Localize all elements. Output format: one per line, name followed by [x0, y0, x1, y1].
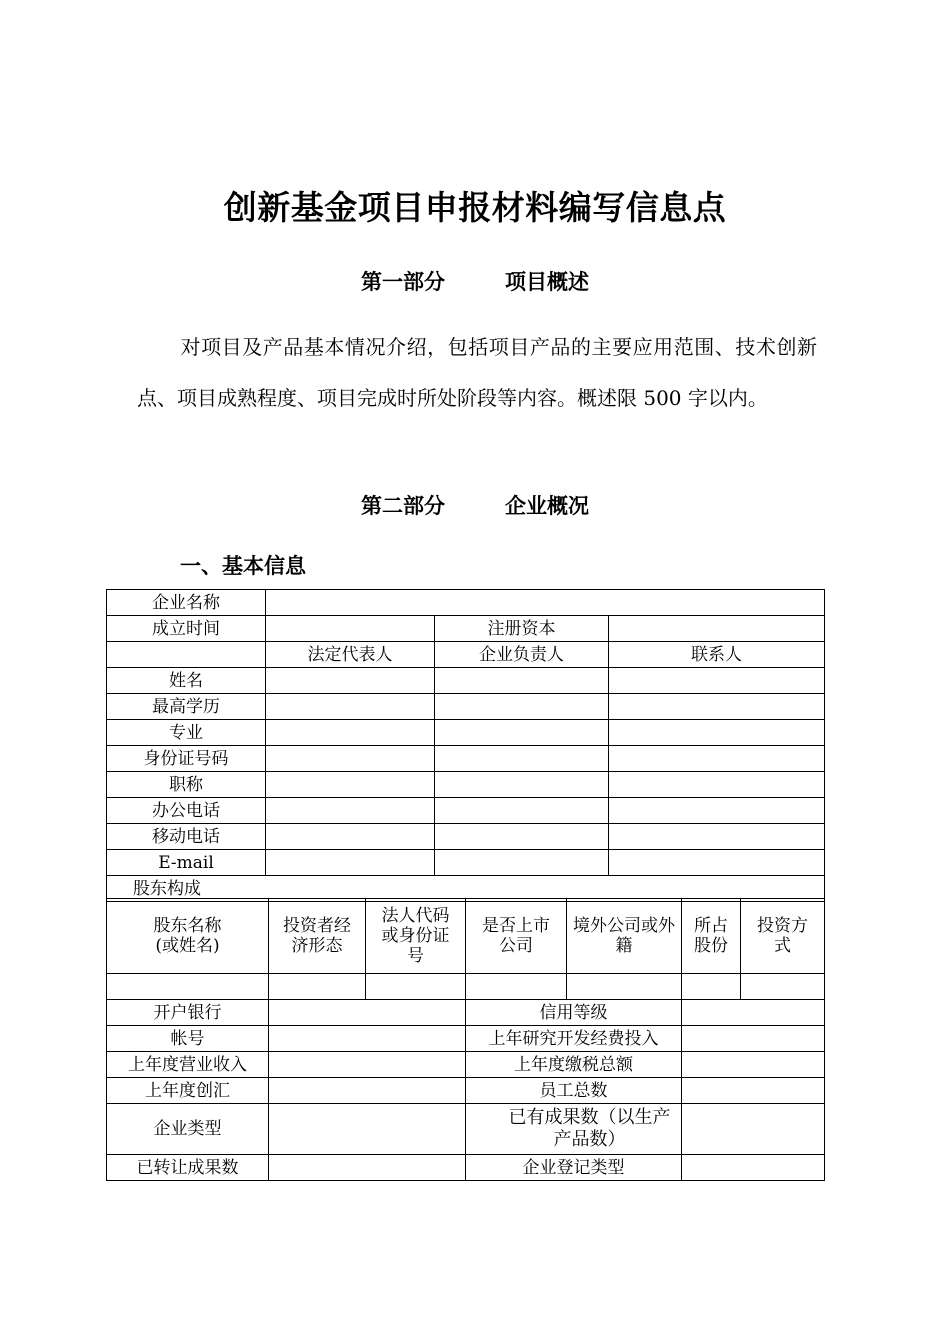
achievements-label: 已有成果数（以生产产品数）	[466, 1104, 682, 1155]
cell-input[interactable]	[682, 1000, 825, 1026]
founded-label: 成立时间	[107, 616, 266, 642]
cell-input[interactable]	[682, 1026, 825, 1052]
part2-label: 第二部分	[361, 493, 445, 518]
cell-input[interactable]	[269, 1078, 466, 1104]
cell-input[interactable]	[741, 974, 825, 1000]
cell-input[interactable]	[269, 974, 366, 1000]
table-row	[107, 798, 825, 824]
row-label-education: 最高学历	[107, 694, 266, 720]
part1-heading	[0, 266, 950, 296]
cell-input[interactable]	[266, 824, 435, 850]
table-row	[107, 1000, 825, 1026]
share-percent-header: 所占股份	[682, 899, 741, 974]
part2-heading	[0, 490, 950, 520]
overview-text: 对项目及产品基本情况介绍，包括项目产品的主要应用范围、技术创新点、项目成熟程度、项目完成时所处阶段等内容。概述限 500 字以内。	[137, 335, 817, 410]
investor-type-header: 投资者经济形态	[269, 899, 366, 974]
row-label-major: 专业	[107, 720, 266, 746]
table-row	[107, 590, 825, 616]
row-label-name: 姓名	[107, 668, 266, 694]
cell-input[interactable]	[609, 798, 825, 824]
cell-input[interactable]	[435, 720, 609, 746]
cell-input[interactable]	[435, 850, 609, 876]
company-name-label: 企业名称	[107, 590, 266, 616]
legal-code-header: 法人代码或身份证号	[366, 899, 466, 974]
cell-input[interactable]	[609, 694, 825, 720]
row-label-mobile: 移动电话	[107, 824, 266, 850]
cell-input[interactable]	[609, 746, 825, 772]
tax-label: 上年度缴税总额	[466, 1052, 682, 1078]
cell-input[interactable]	[269, 1104, 466, 1155]
cell-input[interactable]	[435, 694, 609, 720]
shareholder-name-text: 股东名称 (或姓名)	[153, 916, 222, 956]
cell-input[interactable]	[435, 746, 609, 772]
cell-input[interactable]	[435, 772, 609, 798]
table-row	[107, 772, 825, 798]
listed-company-header: 是否上市公司	[466, 899, 567, 974]
revenue-label: 上年度营业收入	[107, 1052, 269, 1078]
table-row	[107, 1052, 825, 1078]
cell-input[interactable]	[609, 720, 825, 746]
cell-input[interactable]	[435, 798, 609, 824]
empty-header-cell	[107, 642, 266, 668]
contact-header: 联系人	[609, 642, 825, 668]
cell-input[interactable]	[682, 974, 741, 1000]
company-head-header: 企业负责人	[435, 642, 609, 668]
cell-input[interactable]	[269, 1000, 466, 1026]
legal-rep-header: 法定代表人	[266, 642, 435, 668]
cell-input[interactable]	[609, 772, 825, 798]
shareholder-table	[106, 898, 825, 1000]
cell-input[interactable]	[435, 824, 609, 850]
employees-label: 员工总数	[466, 1078, 682, 1104]
table-row	[107, 720, 825, 746]
company-name-value[interactable]	[266, 590, 825, 616]
founded-value[interactable]	[266, 616, 435, 642]
shareholders-label: 股东构成	[107, 876, 825, 902]
cell-input[interactable]	[266, 746, 435, 772]
registered-capital-label: 注册资本	[435, 616, 609, 642]
cell-input[interactable]	[609, 850, 825, 876]
table-row	[107, 668, 825, 694]
table-row	[107, 642, 825, 668]
row-label-id-number: 身份证号码	[107, 746, 266, 772]
cell-input[interactable]	[435, 668, 609, 694]
table-row	[107, 850, 825, 876]
row-label-office-phone: 办公电话	[107, 798, 266, 824]
table-row	[107, 1026, 825, 1052]
investment-method-header: 投资方式	[741, 899, 825, 974]
registered-capital-value[interactable]	[609, 616, 825, 642]
part1-name: 项目概述	[505, 269, 589, 294]
cell-input[interactable]	[107, 974, 269, 1000]
cell-input[interactable]	[266, 850, 435, 876]
cell-input[interactable]	[567, 974, 682, 1000]
table-row	[107, 694, 825, 720]
table-row	[107, 1155, 825, 1181]
bank-label: 开户银行	[107, 1000, 269, 1026]
cell-input[interactable]	[266, 668, 435, 694]
part1-label: 第一部分	[361, 269, 445, 294]
cell-input[interactable]	[266, 798, 435, 824]
basic-info-table	[106, 589, 825, 902]
cell-input[interactable]	[269, 1026, 466, 1052]
overview-paragraph	[137, 322, 817, 424]
cell-input[interactable]	[366, 974, 466, 1000]
shareholder-name-header	[107, 899, 269, 974]
table-row	[107, 899, 825, 974]
cell-input[interactable]	[682, 1052, 825, 1078]
registration-type-label: 企业登记类型	[466, 1155, 682, 1181]
cell-input[interactable]	[269, 1155, 466, 1181]
part2-name: 企业概况	[505, 493, 589, 518]
document-title: 创新基金项目申报材料编写信息点	[223, 188, 727, 227]
table-row	[107, 824, 825, 850]
cell-input[interactable]	[269, 1052, 466, 1078]
foreign-exchange-label: 上年度创汇	[107, 1078, 269, 1104]
cell-input[interactable]	[682, 1078, 825, 1104]
transferred-label: 已转让成果数	[107, 1155, 269, 1181]
row-label-email: E-mail	[107, 850, 266, 876]
company-type-label: 企业类型	[107, 1104, 269, 1155]
table-row	[107, 1078, 825, 1104]
table-row	[107, 974, 825, 1000]
cell-input[interactable]	[682, 1155, 825, 1181]
cell-input[interactable]	[266, 694, 435, 720]
table-row	[107, 1104, 825, 1155]
cell-input[interactable]	[266, 772, 435, 798]
account-label: 帐号	[107, 1026, 269, 1052]
basic-info-heading: 一、基本信息	[180, 553, 306, 578]
cell-input[interactable]	[609, 668, 825, 694]
row-label-title: 职称	[107, 772, 266, 798]
table-row	[107, 616, 825, 642]
rd-spending-label: 上年研究开发经费投入	[466, 1026, 682, 1052]
foreign-header: 境外公司或外籍	[567, 899, 682, 974]
cell-input[interactable]	[266, 720, 435, 746]
cell-input[interactable]	[609, 824, 825, 850]
table-row	[107, 746, 825, 772]
cell-input[interactable]	[682, 1104, 825, 1155]
credit-rating-label: 信用等级	[466, 1000, 682, 1026]
finance-table	[106, 999, 825, 1181]
cell-input[interactable]	[466, 974, 567, 1000]
